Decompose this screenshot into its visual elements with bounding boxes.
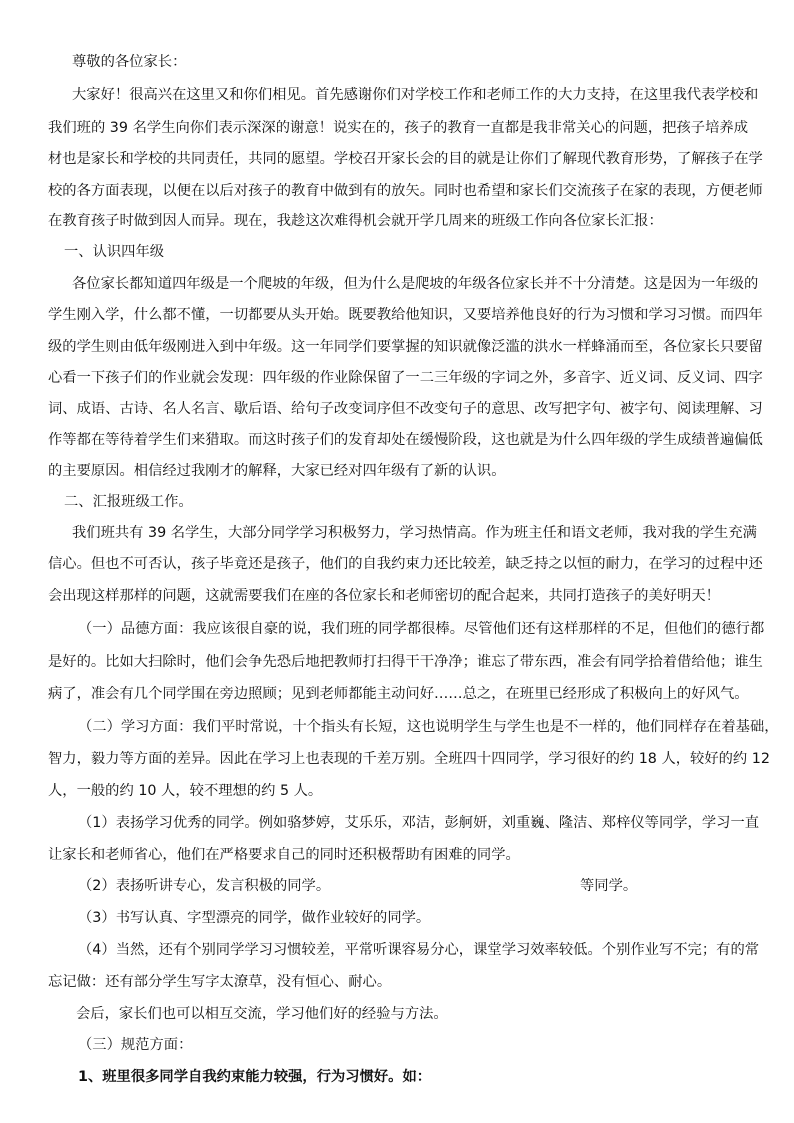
after-meeting: 会后，家长们也可以相互交流，学习他们好的经验与方法。 <box>76 1006 448 1022</box>
praise4-line-2: 忘记做：还有部分学生写字太潦草，没有恒心、耐心。 <box>48 974 392 990</box>
intro-line-4: 校的各方面表现，以便在以后对孩子的教育中做到有的放矢。同时也希望和家长们交流孩子在家的表现，方便老师 <box>48 183 763 199</box>
intro-line-2: 我们班的 39 名学生向你们表示深深的谢意！说实在的，孩子的教育一直都是我非常关心的问题，把孩子培养成 <box>48 120 748 136</box>
praise2-start: （2）表扬听讲专心，发言积极的同学。 <box>78 878 331 894</box>
moral-line-2: 是好的。比如大扫除时，他们会争先恐后地把教师打扫得干干净净；谁忘了带东西，准会有同学拾着借给他；谁生 <box>48 654 763 670</box>
moral-line-1: （一）品德方面：我应该很自豪的说，我们班的同学都很棒。尽管他们还有这样那样的不足，但他们的德行都 <box>78 621 765 637</box>
study-line-2: 智力，毅力等方面的差异。因此在学习上也表现的千差万别。全班四十四同学，学习很好的约 18 人，较好的约 12 <box>48 751 770 767</box>
section1-title: 一、认识四年级 <box>64 244 165 260</box>
norms-title: （三）规范方面： <box>78 1037 193 1053</box>
study-line-3: 人，一般的约 10 人，较不理想的约 5 人。 <box>48 783 323 799</box>
section1-line-4: 心看一下孩子们的作业就会发现：四年级的作业除保留了一二三年级的字词之外，多音字、近义词、反义词、四字 <box>48 370 763 386</box>
intro-line-5: 在教育孩子时做到因人而异。现在，我趁这次难得机会就开学几周来的班级工作向各位家长汇报： <box>48 213 663 229</box>
section1-line-1: 各位家长都知道四年级是一个爬坡的年级，但为什么是爬坡的年级各位家长并不十分清楚。这是因为一年级的 <box>72 276 759 292</box>
praise1-line-2: 让家长和老师省心，他们在严格要求自己的同时还积极帮助有困难的同学。 <box>48 847 520 863</box>
section2-line-2: 信心。但也不可否认，孩子毕竟还是孩子，他们的自我约束力还比较差，缺乏持之以恒的耐力，在学习的过程中还 <box>48 556 763 572</box>
praise3: （3）书写认真、字型漂亮的同学，做作业较好的同学。 <box>78 910 431 926</box>
praise2-end: 等同学。 <box>580 878 638 894</box>
section2-line-3: 会出现这样那样的问题，这就需要我们在座的各位家长和老师密切的配合起来，共同打造孩子的美好明天！ <box>48 588 720 604</box>
study-line-1: （二）学习方面：我们平时常说，十个指头有长短，这也说明学生与学生也是不一样的，他们同样存在着基础， <box>78 719 779 735</box>
praise4-line-1: （4）当然，还有个别同学学习习惯较差，平常听课容易分心，课堂学习效率较低。个别作业写不完；有的常 <box>78 942 760 958</box>
intro-line-1: 大家好！很高兴在这里又和你们相见。首先感谢你们对学校工作和老师工作的大力支持，在这里我代表学校和 <box>72 87 759 103</box>
section2-title: 二、汇报班级工作。 <box>64 494 193 510</box>
section2-line-1: 我们班共有 39 名学生，大部分同学学习积极努力，学习热情高。作为班主任和语文老师，我对我的学生充满 <box>72 525 757 541</box>
section1-line-2: 学生刚入学，什么都不懂，一切都要从头开始。既要教给他知识，又要培养他良好的行为习惯和学习习惯。而四年 <box>48 307 763 323</box>
section1-line-3: 级的学生则由低年级刚进入到中年级。这一年同学们要掌握的知识就像泛滥的洪水一样蜂涌而至，各位家长只要留 <box>48 339 763 355</box>
moral-line-3: 病了，准会有几个同学围在旁边照顾；见到老师都能主动问好……总之，在班里已经形成了积极向上的好风气。 <box>48 686 749 702</box>
section1-line-5: 词、成语、古诗、名人名言、歇后语、给句子改变词序但不改变句子的意思、改写把字句、被字句、阅读理解、习 <box>48 401 763 417</box>
section1-line-7: 的主要原因。相信经过我刚才的解释，大家已经对四年级有了新的认识。 <box>48 463 506 479</box>
intro-line-3: 材也是家长和学校的共同责任，共同的愿望。学校召开家长会的目的就是让你们了解现代教育形势，了解孩子在学 <box>48 151 763 167</box>
section1-line-6: 作等都在等待着学生们来猎取。而这时孩子们的发育却处在缓慢阶段，这也就是为什么四年级的学生成绩普遍偏低 <box>48 432 763 448</box>
norms-line-1: 1、班里很多同学自我约束能力较强，行为习惯好。如： <box>78 1069 432 1085</box>
greeting: 尊敬的各位家长： <box>72 54 187 70</box>
praise1-line-1: （1）表扬学习优秀的同学。例如骆梦婷，艾乐乐，邓洁，彭舸妍，刘重巍、隆洁、郑梓仪等同学，学习一直 <box>78 815 760 831</box>
